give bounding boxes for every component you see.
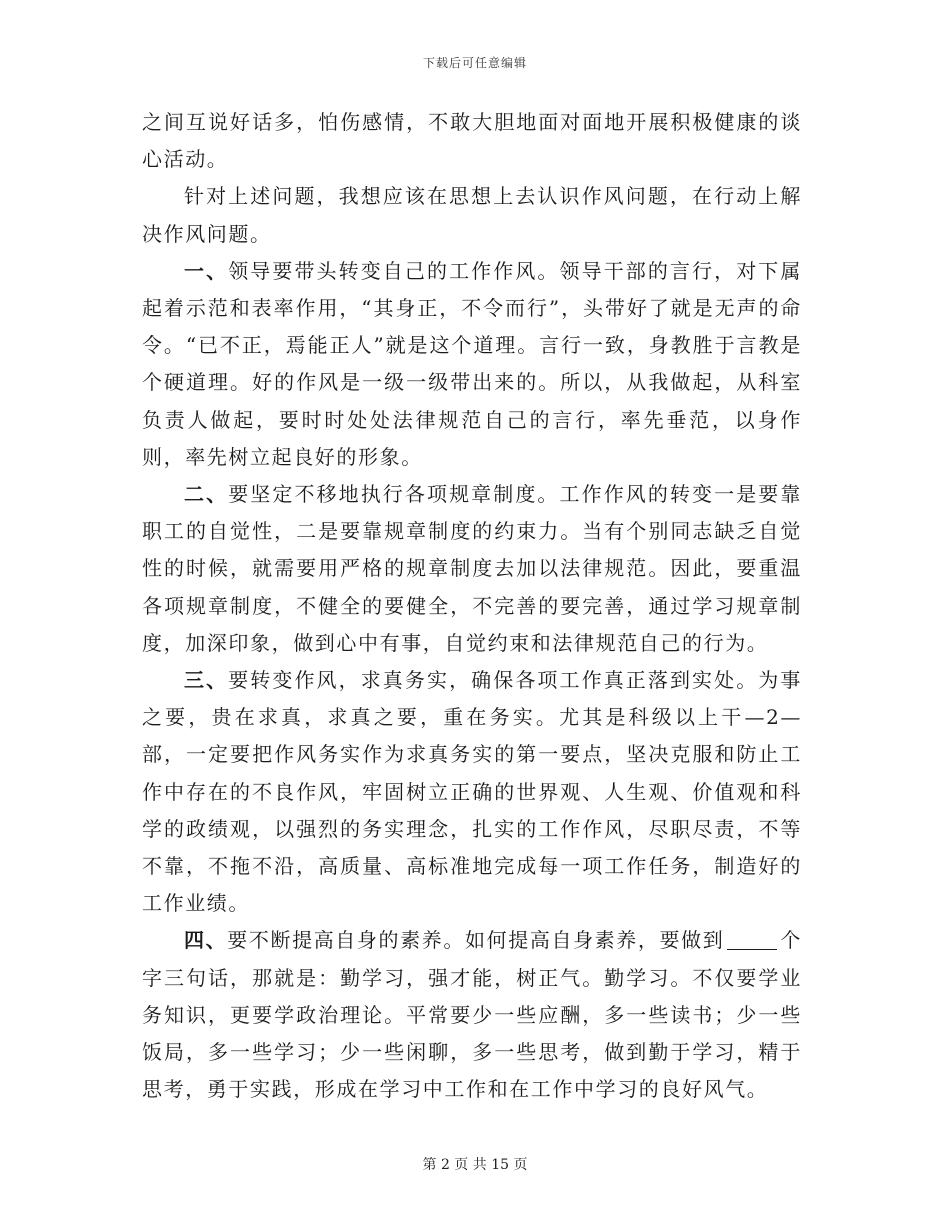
point-1-text: 领导要带头转变自己的工作作风。领导干部的言行，对下属起着示范和表率作用，“其身正，不令而行”，头带好了就是无声的命令。“已不正，焉能正人”就是这个道理。言行一致，身教胜于言教是个硬道理。好的作风是一级一级带出来的。所以，从我做起，从科室负责人做起，要时时处处法律规范自己的言行，率先垂范，以身作则，率先树立起良好的形象。 [142, 258, 802, 469]
point-3-text: 要转变作风，求真务实，确保各项工作真正落到实处。为事之要，贵在求真，求真之要，重在务实。尤其是科级以上干—2—部，一定要把作风务实作为求真务实的第一要点，坚决克服和防止工作中存在的不良作风，牢固树立正确的世界观、人生观、价值观和科学的政绩观，以强烈的务实理念，扎实的工作作风，尽职尽责，不等不靠，不拖不沿，高质量、高标准地完成每一项工作任务，制造好的工作业绩。 [142, 668, 802, 916]
paragraph-intro: 针对上述问题，我想应该在思想上去认识作风问题，在行动上解决作风问题。 [142, 184, 802, 246]
point-1-number: 一、 [184, 258, 229, 283]
point-2-number: 二、 [184, 482, 229, 507]
point-4-number: 四、 [184, 928, 228, 953]
point-4-text-a: 要不断提高自身的素养。如何提高自身素养，要做到 [227, 928, 725, 953]
page-number-footer: 第 2 页 共 15 页 [422, 1157, 528, 1173]
document-body [142, 104, 802, 1108]
point-4-text-b: 个字三句话，那就是：勤学习，强才能，树正气。勤学习。不仅要学业务知识，更要学政治理论。平常要少一些应酬，多一些读书；少一些饭局，多一些学习；少一些闲聊，多一些思考，做到勤于学习，精于思考，勇于实践，形成在学习中工作和在工作中学习的良好风气。 [142, 928, 802, 1102]
fill-in-blank [727, 929, 777, 950]
paragraph-point-2 [142, 476, 802, 662]
point-2-text: 要坚定不移地执行各项规章制度。工作作风的转变一是要靠职工的自觉性，二是要靠规章制度的约束力。当有个别同志缺乏自觉性的时候，就需要用严格的规章制度去加以法律规范。因此，要重温各项规章制度，不健全的要健全，不完善的要完善，通过学习规章制度，加深印象，做到心中有事，自觉约束和法律规范自己的行为。 [142, 482, 802, 655]
page-header: 下载后可任意编辑 [422, 56, 527, 70]
paragraph-continuation: 之间互说好话多，怕伤感情，不敢大胆地面对面地开展积极健康的谈心活动。 [142, 110, 802, 172]
point-3-number: 三、 [184, 668, 229, 693]
paragraph-point-3 [142, 662, 802, 922]
paragraph-point-1 [142, 253, 802, 476]
paragraph-point-4 [142, 922, 802, 1108]
